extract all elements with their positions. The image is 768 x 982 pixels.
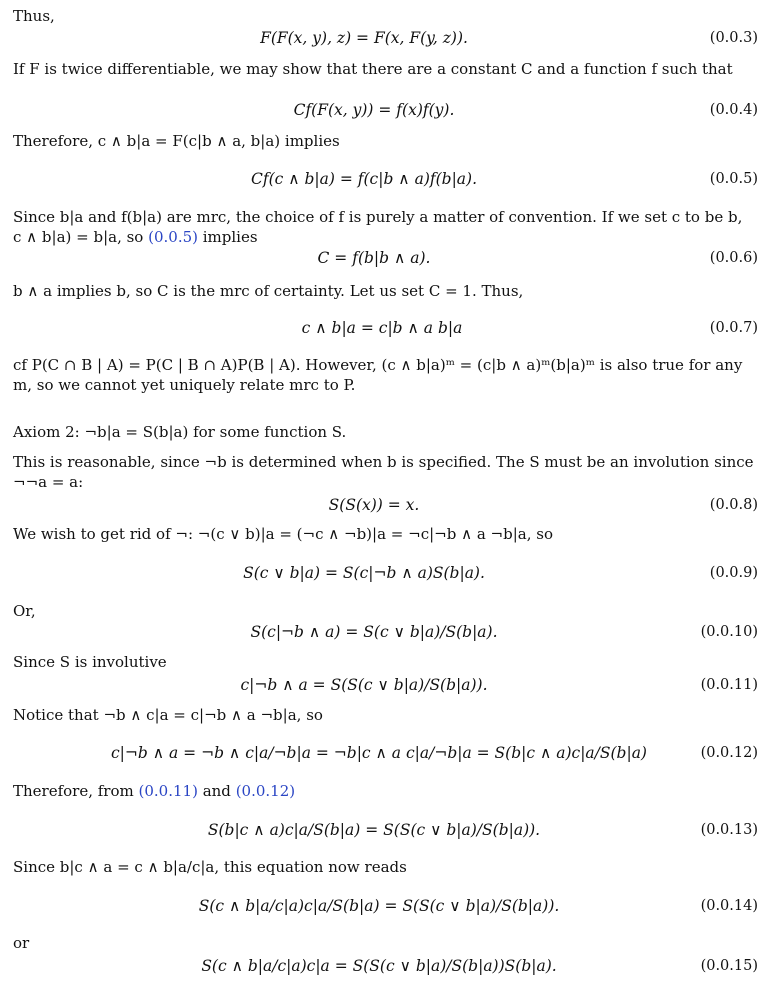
text-span: c ∧ b|a) = b|a, so — [13, 228, 149, 246]
display-equation — [0, 27, 768, 49]
equation-number: (0.0.14) — [700, 898, 758, 914]
paragraph-line — [13, 781, 759, 801]
paragraph-line: Since b|c ∧ a = c ∧ b|a/c|a, this equation now reads — [13, 858, 407, 876]
equation-reference-link[interactable]: (0.0.5) — [148, 228, 198, 246]
text-span: Therefore, from — [13, 782, 139, 800]
equation-reference-link[interactable]: (0.0.11) — [138, 782, 198, 800]
equation-number: (0.0.11) — [700, 677, 758, 693]
display-equation — [0, 742, 768, 764]
display-equation — [0, 99, 768, 121]
paragraph-line: cf P(C ∩ B | A) = P(C | B ∩ A)P(B | A). However, (c ∧ b|a)ᵐ = (c|b ∧ a)ᵐ(b|a)ᵐ is also true for any — [13, 356, 743, 374]
equation-number: (0.0.5) — [709, 171, 758, 187]
paragraph-line: If F is twice differentiable, we may show that there are a constant C and a function f such that — [13, 60, 733, 78]
paragraph-line: Thus, — [13, 7, 55, 25]
display-equation — [0, 674, 768, 696]
equation-number: (0.0.3) — [709, 30, 758, 46]
display-equation — [0, 562, 768, 584]
equation-expression: c|¬b ∧ a = ¬b ∧ c|a/¬b|a = ¬b|c ∧ a c|a/¬b|a = S(b|c ∧ a)c|a/S(b|a) — [111, 744, 647, 762]
paragraph-line: Axiom 2: ¬b|a = S(b|a) for some function S. — [13, 423, 347, 441]
paragraph-line: Or, — [13, 602, 36, 620]
equation-expression: C = f(b|b ∧ a). — [317, 249, 431, 267]
equation-expression: S(b|c ∧ a)c|a/S(b|a) = S(S(c ∨ b|a)/S(b|a)). — [207, 821, 541, 839]
equation-expression: S(c ∨ b|a) = S(c|¬b ∧ a)S(b|a). — [243, 564, 485, 582]
paragraph-line: Since S is involutive — [13, 653, 167, 671]
equation-expression: S(c|¬b ∧ a) = S(c ∨ b|a)/S(b|a). — [250, 623, 498, 641]
equation-number: (0.0.9) — [709, 565, 758, 581]
equation-expression: S(S(x)) = x. — [328, 496, 420, 514]
equation-expression: F(F(x, y), z) = F(x, F(y, z)). — [260, 29, 468, 47]
text-span: implies — [197, 228, 258, 246]
display-equation — [0, 621, 768, 643]
equation-number: (0.0.8) — [709, 497, 758, 513]
paragraph-line: m, so we cannot yet uniquely relate mrc to P. — [13, 376, 356, 394]
equation-expression: c|¬b ∧ a = S(S(c ∨ b|a)/S(b|a)). — [240, 676, 488, 694]
paragraph-line: This is reasonable, since ¬b is determined when b is specified. The S must be an involution since — [13, 453, 754, 471]
display-equation — [0, 955, 768, 977]
display-equation — [0, 168, 768, 190]
paragraph-line: b ∧ a implies b, so C is the mrc of certainty. Let us set C = 1. Thus, — [13, 282, 524, 300]
display-equation — [0, 247, 768, 269]
paragraph-line: ¬¬a = a: — [13, 473, 84, 491]
paragraph-line: or — [13, 934, 30, 952]
equation-expression: c ∧ b|a = c|b ∧ a b|a — [301, 319, 463, 337]
equation-number: (0.0.13) — [700, 822, 758, 838]
display-equation — [0, 895, 768, 917]
equation-expression: Cf(c ∧ b|a) = f(c|b ∧ a)f(b|a). — [250, 170, 478, 188]
paragraph-line: Notice that ¬b ∧ c|a = c|¬b ∧ a ¬b|a, so — [13, 706, 323, 724]
equation-expression: S(c ∧ b|a/c|a)c|a = S(S(c ∨ b|a)/S(b|a))S(b|a). — [201, 957, 557, 975]
equation-expression: S(c ∧ b|a/c|a)c|a/S(b|a) = S(S(c ∨ b|a)/S(b|a)). — [198, 897, 560, 915]
equation-number: (0.0.12) — [700, 745, 758, 761]
paragraph-line: Since b|a and f(b|a) are mrc, the choice of f is purely a matter of convention. If we set c to be b, — [13, 208, 743, 226]
display-equation — [0, 494, 768, 516]
equation-number: (0.0.10) — [700, 624, 758, 640]
paragraph-line: Therefore, c ∧ b|a = F(c|b ∧ a, b|a) implies — [13, 132, 340, 150]
text-span: and — [197, 782, 236, 800]
equation-number: (0.0.4) — [709, 102, 758, 118]
equation-number: (0.0.7) — [709, 320, 758, 336]
paragraph-line: We wish to get rid of ¬: ¬(c ∨ b)|a = (¬c ∧ ¬b)|a = ¬c|¬b ∧ a ¬b|a, so — [13, 525, 553, 543]
display-equation — [0, 819, 768, 841]
equation-number: (0.0.6) — [709, 250, 758, 266]
display-equation — [0, 317, 768, 339]
paragraph-line — [13, 227, 759, 247]
equation-number: (0.0.15) — [700, 958, 758, 974]
equation-expression: Cf(F(x, y)) = f(x)f(y). — [293, 101, 455, 119]
equation-reference-link[interactable]: (0.0.12) — [235, 782, 296, 800]
